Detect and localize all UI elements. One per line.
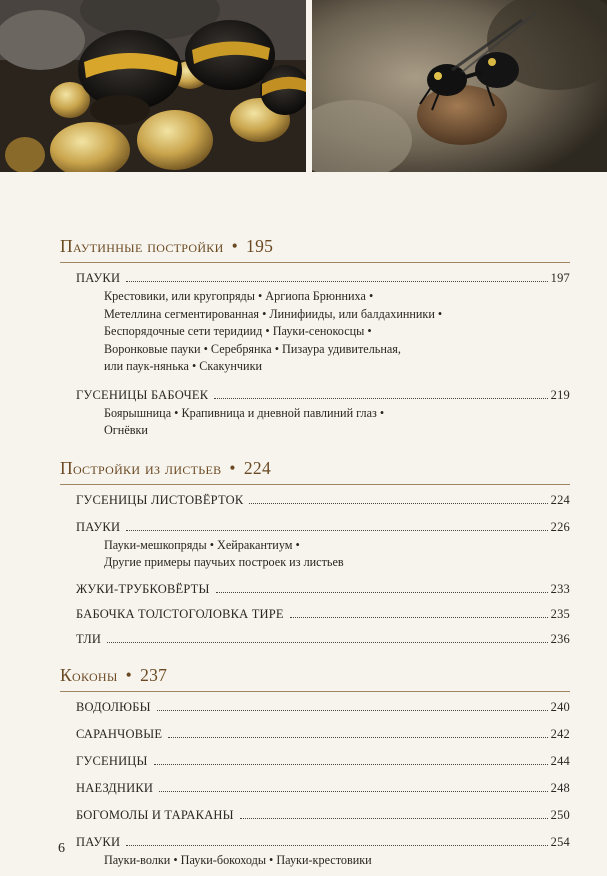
entry-label: БАБОЧКА ТОЛСТОГОЛОВКА ТИРЕ	[76, 606, 284, 621]
dot-leader	[126, 845, 547, 846]
entry-label: ГУСЕНИЦЫ БАБОЧЕК	[76, 387, 209, 402]
photo-strip	[0, 0, 607, 172]
section-rule	[60, 262, 570, 263]
subtopic-line: Другие примеры паучьих построек из листьев	[104, 555, 344, 569]
dot-leader	[154, 764, 548, 765]
entry-label: ПАУКИ	[76, 834, 121, 849]
bumblebee-nest-photo	[0, 0, 306, 172]
subtopic-list	[104, 537, 570, 572]
entry-page-number: 250	[550, 807, 570, 822]
section-title[interactable]	[60, 236, 570, 257]
entry-page-number: 226	[550, 519, 570, 534]
entry-page-number: 244	[550, 753, 570, 768]
dot-leader	[249, 503, 547, 504]
entry-page-number: 219	[550, 387, 570, 402]
subtopic-line: Воронковые пауки • Серебрянка • Пизаура удивительная,	[104, 341, 401, 356]
bullet-separator: •	[125, 664, 133, 685]
toc-entry[interactable]	[76, 582, 570, 597]
entry-label: ГУСЕНИЦЫ	[76, 753, 148, 768]
entry-page-number: 254	[550, 834, 570, 849]
entry-label: ГУСЕНИЦЫ ЛИСТОВЁРТОК	[76, 492, 244, 507]
toc-entry[interactable]	[76, 700, 570, 715]
entry-page-number: 197	[550, 271, 570, 285]
toc-entry[interactable]	[76, 781, 570, 796]
entry-label: САРАНЧОВЫЕ	[76, 726, 163, 741]
subtopic-line: Огнёвки	[104, 423, 148, 437]
wasp-on-nest-photo	[312, 0, 607, 172]
dot-leader	[159, 791, 548, 792]
table-of-contents	[60, 236, 570, 869]
section-title-text: Паутинные постройки	[60, 236, 224, 256]
subtopic-line: Пауки-волки • Пауки-бокоходы • Пауки-крестовики	[104, 852, 372, 867]
toc-entry[interactable]	[76, 607, 570, 622]
subtopic-list	[104, 288, 570, 376]
toc-entry[interactable]	[76, 808, 570, 823]
dot-leader	[126, 530, 547, 531]
entry-label: ТЛИ	[76, 631, 102, 646]
section-page-number: 224	[243, 457, 271, 478]
entry-label: ЖУКИ-ТРУБКОВЁРТЫ	[76, 581, 210, 596]
dot-leader	[168, 737, 547, 738]
subtopic-line: или паук-нянька • Скакунчики	[104, 359, 263, 373]
entry-page-number: 236	[550, 631, 570, 646]
bullet-separator: •	[229, 457, 236, 478]
section-title-text: Постройки из листьев	[60, 457, 222, 478]
toc-entry[interactable]	[76, 632, 570, 647]
entry-label: ПАУКИ	[76, 519, 121, 534]
bullet-separator: •	[231, 236, 239, 256]
entry-label: ВОДОЛЮБЫ	[76, 699, 151, 714]
entry-page-number: 242	[550, 726, 570, 741]
entry-page-number: 233	[550, 581, 570, 596]
subtopic-line: Крестовики, или кругопряды • Аргиопа Брюнниха •	[104, 289, 374, 303]
entry-label: НАЕЗДНИКИ	[76, 780, 154, 795]
page-number: 6	[58, 841, 65, 856]
section-page-number: 195	[246, 236, 274, 256]
toc-entry[interactable]	[76, 835, 570, 850]
dot-leader	[214, 398, 547, 399]
toc-section-web-structures	[60, 236, 570, 440]
section-page-number: 237	[140, 664, 168, 685]
subtopic-list	[104, 852, 570, 870]
section-title[interactable]	[60, 458, 570, 479]
subtopic-line: Метеллина сегментированная • Линифииды, или балдахинники •	[104, 306, 443, 321]
section-title[interactable]	[60, 665, 570, 686]
section-title-text: Коконы	[60, 664, 118, 685]
subtopic-line: Беспорядочные сети теридиид • Пауки-сенокосцы •	[104, 324, 372, 338]
toc-entry[interactable]	[76, 271, 570, 286]
entry-page-number: 235	[550, 606, 570, 621]
subtopic-list	[104, 405, 570, 440]
toc-entry[interactable]	[76, 520, 570, 535]
dot-leader	[126, 281, 547, 282]
toc-entry[interactable]	[76, 388, 570, 403]
dot-leader	[290, 617, 548, 618]
section-rule	[60, 484, 570, 485]
toc-entry[interactable]	[76, 754, 570, 769]
section-rule	[60, 691, 570, 692]
toc-entry[interactable]	[76, 493, 570, 508]
entry-label: ПАУКИ	[76, 271, 121, 285]
entry-page-number: 248	[550, 780, 570, 795]
entry-page-number: 240	[550, 699, 570, 714]
toc-section-leaf-structures	[60, 458, 570, 647]
subtopic-line: Пауки-мешкопряды • Хейракантиум •	[104, 537, 300, 552]
entry-label: БОГОМОЛЫ И ТАРАКАНЫ	[76, 807, 234, 822]
dot-leader	[216, 592, 548, 593]
toc-entry[interactable]	[76, 727, 570, 742]
dot-leader	[157, 710, 548, 711]
dot-leader	[240, 818, 548, 819]
toc-section-cocoons	[60, 665, 570, 870]
subtopic-line: Боярышница • Крапивница и дневной павлиний глаз •	[104, 405, 385, 420]
entry-page-number: 224	[550, 492, 570, 507]
dot-leader	[107, 642, 548, 643]
